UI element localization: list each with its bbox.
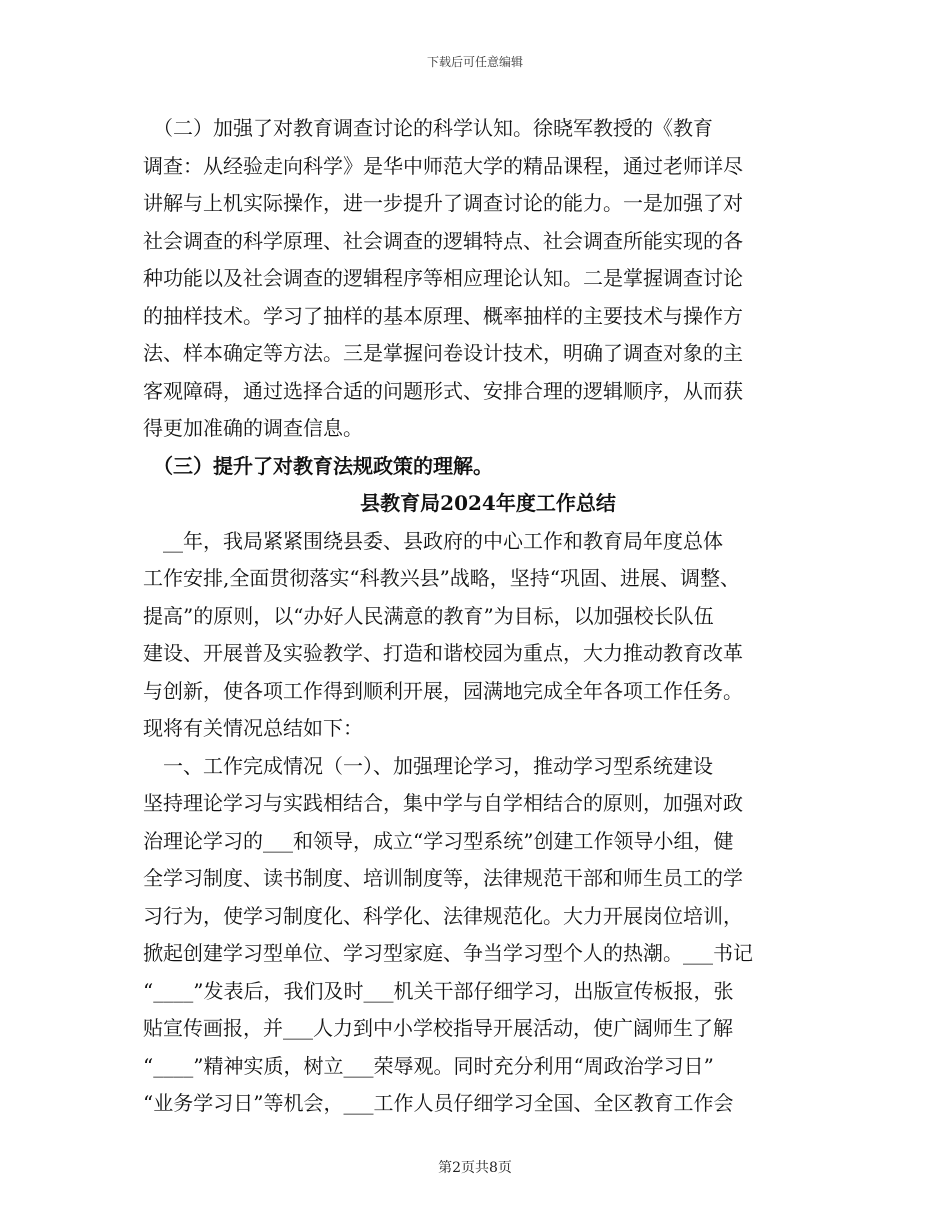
text-line: 调查：从经验走向科学》是华中师范大学的精品课程，通过老师详尽 [143,153,743,178]
text-line: （二）加强了对教育调查讨论的科学认知。徐晓军教授的《教育 [143,116,713,140]
document-body [143,110,833,1123]
text-line: 坚持理论学习与实践相结合，集中学与自学相结合的原则，加强对政 [143,791,743,815]
text-line: 工作安排,全面贯彻落实“科教兴县”战略，坚持“巩固、进展、调整、 [143,566,741,590]
text-line: 掀起创建学习型单位、学习型家庭、争当学习型个人的热潮。___书记 [143,941,753,965]
text-line: 一、工作完成情况（一）、加强理论学习，推动学习型系统建设 [143,753,713,778]
text-line: “____”发表后，我们及时___机关干部仔细学习，出版宣传板报，张 [143,978,734,1003]
text-line: 客观障碍，通过选择合适的问题形式、安排合理的逻辑顺序，从而获 [143,378,743,403]
text-line: 贴宣传画报，并___人力到中小学校指导开展活动，使广阔师生了解 [143,1016,733,1040]
text-line: 习行为，使学习制度化、科学化、法律规范化。大力开展岗位培训， [143,903,743,928]
text-line: __年，我局紧紧围绕县委、县政府的中心工作和教育局年度总体 [143,528,723,553]
text-line: 提高”的原则，以“办好人民满意的教育”为目标，以加强校长队伍 [143,603,714,628]
text-line: 全学习制度、读书制度、培训制度等，法律规范干部和师生员工的学 [143,866,743,890]
text-line: 种功能以及社会调查的逻辑程序等相应理论认知。二是掌握调查讨论 [143,266,743,290]
text-line: 建设、开展普及实验教学、打造和谐校园为重点，大力推动教育改革 [143,641,743,665]
text-line: 法、样本确定等方法。三是掌握问卷设计技术，明确了调查对象的主 [143,341,743,365]
text-line: 讲解与上机实际操作，进一步提升了调查讨论的能力。一是加强了对 [143,191,743,215]
page-number-footer: 第2页共8页 [438,1160,512,1176]
text-line: 得更加准确的调查信息。 [143,416,363,440]
text-line: 治理论学习的___和领导，成立“学习型系统”创建工作领导小组，健 [143,828,734,853]
text-line: 的抽样技术。学习了抽样的基本原理、概率抽样的主要技术与操作方 [143,303,743,328]
header-note: 下载后可任意编辑 [426,55,523,69]
text-line: 与创新，使各项工作得到顺利开展，园满地完成全年各项工作任务。 [143,678,743,703]
section-heading: （三）提升了对教育法规政策的理解。 [143,453,493,478]
text-line: “业务学习日”等机会，___工作人员仔细学习全国、全区教育工作会 [143,1091,734,1115]
text-line: 社会调查的科学原理、社会调查的逻辑特点、社会调查所能实现的各 [143,228,743,253]
document-title: 县教育局2024年度工作总结 [360,491,616,515]
text-line: 现将有关情况总结如下： [143,716,363,740]
text-line: “____”精神实质，树立___荣辱观。同时充分利用“周政治学习日” [143,1053,714,1078]
